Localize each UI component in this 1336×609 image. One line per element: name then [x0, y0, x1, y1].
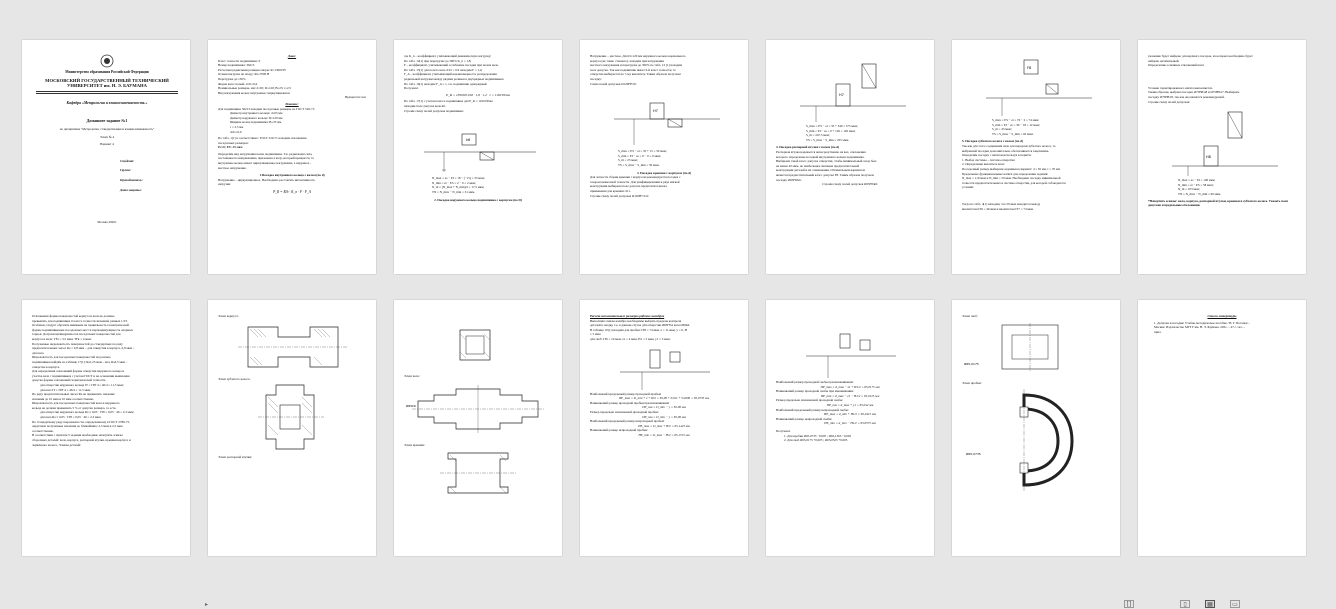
text-line: Выполним эскизы калибра необходимы выбрать пределы контроля	[590, 318, 682, 323]
university-name: МОСКОВСКИЙ ГОСУДАРСТВЕННЫЙ ТЕХНИЧЕСКИЙ УНИВЕРСИТЕТ им. Н. Э. БАУМАНА	[45, 77, 169, 89]
text-line: посадку:	[590, 76, 602, 81]
text-line: квалитетом IT6 = 46 мкм и квалитетом IT7 = 74 мкм.	[962, 206, 1034, 211]
text-line: Особенно следует обратить внимание на правильность геометрической	[32, 323, 129, 328]
calc-line: TN = N_max − N_min = 31 мкм.	[432, 189, 476, 194]
text-line: формы подшипниковых посадочных мест и перпендикулярность опорных	[32, 327, 133, 332]
text-line: В соответствии с пунктом 5 задания необходимо начертить эскизы	[32, 433, 123, 438]
text-line: соответственно.	[32, 428, 54, 433]
given-line: Номер подшипника: 36213	[218, 63, 255, 68]
ministry-name: Министерство образования Российской Федерации	[65, 70, 149, 74]
given-line: Вид нагружения колец: внутреннее: циркуляционное	[218, 90, 291, 95]
text-line: F – коэффициент, учитывающий ослабление посадки при полом вале.	[404, 63, 499, 68]
given-line: Класс точности подшипника: 0	[218, 58, 261, 63]
text-line: Нагружение – местное. Для D=120 мм наружного кольца нормального	[590, 54, 686, 58]
page-9-sketches	[208, 300, 376, 556]
calc-line: Наибольший предельный размер проходной пробки:	[590, 391, 662, 396]
text-line: Для определения отклонений формы отверстия наружного кольца и	[32, 369, 125, 374]
text-line: 1. Выбор системы – система отверстия	[962, 157, 1015, 162]
section-5-heading: 5. Посадка зубчатого колеса с валом (по d)	[962, 139, 1023, 144]
book-view-icon[interactable]: ▭	[1230, 600, 1240, 608]
text-line: Строим схему полей допусков подшипника:	[404, 108, 464, 113]
calc-line: N_min = ei − ES = 2 − 0 = 2 мкм;	[432, 180, 476, 185]
text-line: Определим посадку с натягом используя алгоритм:	[962, 153, 1032, 158]
teacher-label: Преподаватель:	[120, 177, 143, 182]
text-line: Для легкости сборки крышки с корпусом рекомендуется посадка с	[590, 175, 681, 180]
text-line: = 5 мкм	[590, 332, 601, 337]
page-6-calc	[952, 40, 1120, 274]
task-number: Эскиз № 4	[99, 134, 115, 139]
text-line: торцов. Допуски цилиндричности посадочных поверхностей для	[32, 332, 121, 337]
calc-line: S_max = ES − ei = 76 − 2 = 74 мкм;	[992, 118, 1040, 122]
calc-line: Наименьший размер проходной пробки при изнашивании:	[590, 400, 670, 405]
tolerance-scheme-diagram	[590, 89, 738, 149]
tolerance-scheme-diagram	[962, 54, 1110, 118]
course-name: по дисциплине "Метрология, стандартизация и взаимозаменяемость"	[59, 126, 155, 131]
bullet-line: для вала IT = IT8·4 = 46/4 = 11,5 мкм.	[40, 387, 91, 392]
text-line: Строим схему полей допусков Ø120H7/d11:	[590, 193, 650, 198]
text-line: F_A – коэффициент, учитывающий неравномерность распределения	[404, 72, 497, 77]
text-line: Получаем:	[404, 86, 419, 91]
text-line: значения до 10 мкм и 10 мкм соответственно.	[32, 396, 94, 401]
solution-bullet: d/d1=0,6	[230, 129, 242, 134]
calc-formula: НЕ_min = d_min − H1/2 = 65,0375 мм	[824, 421, 876, 426]
calc-line: Наименьший размер непроходной пробки:	[590, 428, 648, 433]
solution-line: Для подшипника 36213 находим посадочные размеры по ГОСТ 520-71:	[218, 106, 316, 111]
given-line: Перегрузка до 150%	[218, 76, 246, 81]
gost-line: Es=0; Ei=-15 мкм	[218, 145, 243, 150]
text-line: радиальной нагрузки между рядами роликов в двухрядных подшипниках.	[404, 76, 505, 81]
svg-text:H8: H8	[1206, 155, 1211, 160]
page-12-gauges	[766, 300, 934, 556]
reference-line: 1. Допуски и посадки: Учебно-методическое пособие / В. Г. Потапов –	[1154, 320, 1250, 325]
text-line: для вала.	[32, 350, 45, 355]
text-line: точности предпочтительных и системе отверстия, для которой соблюдаются	[962, 180, 1066, 185]
page-10-sketches	[394, 300, 562, 556]
calc-formula: ПР_изн = D_min − y = 65,06 мм	[642, 414, 686, 419]
variant-number: Вариант 4	[100, 142, 114, 147]
text-line: конструкции выбираем поле допуска предпочтительного	[590, 184, 668, 189]
text-line: отверстие в корпусе.	[32, 364, 61, 369]
solution-bullet: Ширина колец подшипника: B=23 мм	[230, 120, 282, 125]
svg-text:H7: H7	[653, 109, 658, 114]
gost-line: По табл. 1[1] в соответствии с ГОСТ 520-71 находим отклонения	[218, 136, 307, 141]
sketch-caption: Эскиз вала:	[404, 374, 420, 378]
dimension-label: Ø65k6	[406, 403, 416, 408]
svg-text:H7: H7	[839, 93, 844, 97]
text-line: Определение основных отклонений вала:	[1148, 63, 1205, 68]
section-1-line: Нагружение – циркуляционное. Необходимо рассчитать интенсивность	[218, 177, 315, 182]
result-line: 1. Для пробки Ø65,0735 −0,005 ; Ø65,1365 −0,005	[784, 433, 852, 438]
page-5-calc	[766, 40, 934, 274]
text-line: корпуса (не тонко стенного), находим при нагружении	[590, 58, 664, 63]
text-line: Распорная втулка надевается непосредственно на вал, отклонения	[776, 149, 866, 154]
text-line: посадку Ø65F8/k6.	[776, 177, 802, 182]
calc-formula: ПР_max = d_max − z1 + H1/2 = 65,0175 мм	[820, 384, 880, 389]
text-line: сборочных деталей: вала, корпуса, распорной втулки, крышки корпуса и	[32, 438, 131, 443]
sketch-note: *Начертить эскизы: вала, корпуса, распорной втулки, крышки и зубчатого колеса. Указать поля допусков и предельные отклонения.	[1148, 198, 1289, 208]
calc-line: Наибольший предельный размер непроходной скобы:	[776, 407, 849, 412]
solution-bullet: Диаметр наружного кольца: D=120 мм	[230, 115, 283, 120]
text-line: По табл. 16[1] находим F_A = 1, т.к. подшипник однорядный.	[404, 81, 488, 86]
date-label: Дата защиты:	[120, 187, 142, 192]
calc-line: S_m = 247,5 мкм;	[806, 133, 830, 138]
text-line: конструкции деталей и их совмещения. Оптимальным вариантом	[776, 168, 865, 173]
page-13-gauge-sketches	[952, 300, 1120, 556]
calc-line: S_max = ES − ei = 35 + 15 = 50 мкм;	[618, 149, 667, 154]
calc-line: TS = S_max − S_min = 50 мкм.	[618, 162, 660, 167]
svg-text:F8: F8	[1027, 66, 1032, 70]
dimension-label: Ø65,0735	[966, 452, 981, 457]
tolerance-scheme-diagram	[1148, 106, 1296, 178]
sketch-caption: Эскиз крышки:	[404, 442, 425, 447]
text-line: посадку Ø75H8/s8, так как она является рекомендуемой.	[1148, 94, 1225, 99]
student-label: Студент:	[120, 158, 135, 163]
section-2-heading: 2. Посадка наружного кольца подшипника с корпусом (по D)	[434, 197, 522, 202]
calc-formula: НЕ_min = D_max − H/2 = 65,1315 мм	[638, 432, 690, 437]
city-year: Москва 2020г.	[97, 220, 117, 225]
calc-line: N_m = 103 мкм;	[1178, 187, 1200, 192]
shaft-sketch-drawing	[404, 379, 552, 439]
calc-line: N_max = es − EI = 18 − (−15) = 33 мкм;	[432, 176, 485, 181]
section-4-heading: 4. Посадка распорной втулки с валом (по d)	[776, 145, 840, 150]
sketch-caption: Эскиз пробки:	[962, 380, 982, 385]
text-line: для скоб: IT6 = 19 мкм, z1 = 4 мкм, H1 = 5 мкм, y1 = 3 мкм.	[590, 336, 671, 341]
result-label: Получаем:	[776, 428, 791, 433]
calc-line: S_m = 25 мкм;	[618, 158, 638, 163]
text-line: Отклонения формы поверхностей корпуса и вала не должны	[32, 314, 115, 318]
text-line: зазором невысокой точности. Для унифицирования и ряда мягкой	[590, 179, 680, 184]
text-line: отверстие выбирается по 7-му квалитету. Таким образом получаем	[590, 72, 681, 77]
formula-result: P_R = 13000/0,018 · 1,8 · 1,4 · 1 = 1160 Н/мм	[446, 92, 510, 97]
text-line: Шероховатость для посадочных поверхностей вала и наружного	[32, 401, 120, 406]
sketch-caption: Эскиз корпуса:	[218, 314, 239, 318]
text-line: Строим схему полей допусков:	[1148, 99, 1190, 104]
gear-wheel-sketch-drawing	[218, 381, 366, 453]
text-line: Схема полей допусков Ø120H7/l0:	[590, 81, 637, 86]
given-line: Вращается: вал	[345, 95, 366, 100]
calc-line: N_max = es − EI = 148 мкм;	[1178, 178, 1216, 183]
housing-sketch-drawing	[218, 319, 366, 375]
text-line: округляем полученные значения до ближайших: 2,5 мкм и 2,5 мкм	[32, 424, 123, 429]
calc-line: S_max = ES − ei = 35 + 340 = 375 мкм;	[806, 124, 858, 128]
text-line: Тогда по табл. 4[1] находим, что 50 мкм находится между	[962, 201, 1041, 206]
calc-line: N_m = (N_max + N_min)/2 = 17,5 мкм;	[432, 185, 485, 190]
text-line: Таким образом, выбрана посадка Ø75H8/u8 и Ø75H8/s7. Выбираем	[1148, 90, 1240, 95]
sketch-caption: Эскиз распорной втулки:	[218, 455, 252, 460]
text-line: По табл. 15[1] для полого вала d/d1 = 0,6 находим F = 1,4;	[404, 67, 483, 72]
page-3-calc	[394, 40, 562, 274]
group-label: Группа:	[120, 168, 132, 173]
text-line: В таблице 10[1] находим для пробки: IT8 = 74 мкм, z = 11 мкм, y = 0, H	[590, 327, 687, 332]
calc-line: TS = S_max − S_min = 62 мкм.	[992, 131, 1034, 136]
text-line: превышать для подшипника 0 класса точности значений, равных 1/2Т.	[32, 318, 128, 323]
single-page-view-icon[interactable]: ▯	[1180, 600, 1190, 608]
calc-formula: ПР_изн = D_min − y = 65,06 мм	[642, 405, 686, 410]
text-line: По ряду предпочтительных чисел Ra не превышать значение	[32, 392, 115, 397]
text-line: указанию будет найдено для верхнего посадок, из которых необходимо будет	[1148, 54, 1253, 58]
calc-line: TN = N_max − N_min = 90 мкм.	[1178, 191, 1222, 196]
text-line: Условие гарантированного натяга выполняется.	[1148, 85, 1213, 90]
sketch-caption: Эскиз зубчатого колеса:	[218, 376, 251, 381]
text-line: не менее 20 мкм, но наибольшее значение предпочтительной	[776, 163, 860, 168]
calc-line: Размер предельно изношенной проходной скобы:	[776, 398, 843, 403]
given-line: Осевая нагрузка на опору: Ra=7000 Н	[218, 72, 270, 77]
given-heading: Дано:	[287, 54, 297, 58]
text-line: условия:	[962, 185, 974, 190]
formula-load-intensity: P_R = R/b · K_n · F · F_A	[273, 190, 311, 195]
multi-page-view-icon[interactable]: ▦	[1205, 600, 1215, 608]
bmstu-emblem-icon	[100, 54, 114, 68]
text-line: 2. Определение квалитета вала:	[962, 162, 1005, 167]
bullet-line: для отверстия наружного кольца Ra ≤ 0,05 · IT8 = 0,05 · 46 = 2,3 мкм;	[40, 410, 135, 415]
section-1-heading: 1.Посадка внутреннего кольца с валом (по d)	[259, 173, 325, 178]
text-line: местного нагружения и перегрузке до 300% по табл. 12 [1] находим	[590, 63, 682, 68]
gauges-heading: Расчет исполнительных размеров рабочих калибров	[590, 314, 665, 318]
snap-gauge-sketch-drawing	[962, 319, 1110, 379]
calc-line: S_m = 43 мкм;	[992, 127, 1012, 132]
gost-line: посадочных размеров:	[218, 140, 249, 145]
dimension-label: Ø65,0175	[964, 361, 979, 366]
calc-line: S_min = EI − es = 30 − 18 = 12 мкм;	[992, 122, 1040, 127]
fit-page-icon[interactable]: []	[1124, 600, 1134, 608]
calc-line: Размер предельно изношенной проходной пробки:	[590, 409, 659, 414]
text-line: Шероховатость для посадочных поверхностей под кольца	[32, 355, 111, 360]
text-line: участка вала с подшипником с учетом ГОСТ и на основании выявления	[32, 373, 130, 378]
text-line: червячного колеса. Эскизы деталей:	[32, 442, 82, 447]
sketch-caption: Эскиз скоб:	[962, 314, 978, 318]
gost-line: местное нагружение.	[218, 165, 247, 170]
section-3-heading: 3. Посадка крышки с корпусом (по d)	[636, 170, 692, 175]
text-line: Строим схему полей допусков Ø65F8/k6:	[822, 182, 878, 187]
department-name: Кафедра «Метрология и взаимозаменяемость »	[66, 100, 148, 105]
calc-line: S_min = EI − es = 0 + 120 = 120 мкм;	[806, 128, 856, 133]
calc-line: S_min = EI − es = 0 − 0 = 0 мкм;	[618, 153, 661, 158]
text-line: которого определены посадкой внутреннего кольца подшипника.	[776, 154, 865, 159]
text-line: По табл. 17[1] с учетом класса подшипника для P_R = 1160 Н/мм	[404, 99, 493, 104]
gost-line: внутреннее кольцо имеет циркуляционное нагружение, а наружное -	[218, 161, 312, 166]
text-line: кольца не должна превышать 5 % от допуска размера, то есть:	[32, 405, 117, 410]
page-14-references	[1138, 300, 1306, 556]
solution-heading: Решение:	[285, 101, 299, 106]
text-line: По стандартному ряду шероховатости, определенному в ГОСТ 2789-73,	[32, 419, 130, 424]
calc-formula: ПР_min = d_max − z1 − H1/2 = 65,0125 мм	[820, 393, 880, 398]
gauge-tolerance-diagram	[590, 342, 738, 392]
text-line: применения для крышки: d11.	[590, 188, 631, 193]
solution-bullet: r = 2,5 мм	[230, 124, 244, 129]
calc-line: Наибольший размер проходной скобы при изнашивании:	[776, 380, 854, 384]
section-1-line: нагрузки:	[218, 182, 231, 187]
calc-formula: ПР_изн = d_max + y1 = 65,042 мм	[826, 402, 874, 407]
page-8-text	[22, 300, 190, 556]
bullet-line: для отверстия наружного кольца IT = IT8·4 = 46/4 = 11,5 мкм;	[40, 382, 124, 387]
svg-text:k6: k6	[466, 138, 471, 143]
text-line: является предпочтительный класс допуска F8. Таким образом получаем	[776, 172, 874, 177]
text-line: найдено оптимальный.	[1148, 58, 1180, 63]
page-11-gauges	[580, 300, 748, 556]
reference-line: Москва: Издательство МГТУ им. Н. Э. Баумана, 2021. – 47 с.: ил. –	[1154, 325, 1246, 330]
text-line: находим поле допуска вала k6.	[404, 103, 446, 108]
cover-sketch-drawing	[404, 447, 552, 499]
calc-line: Наименьший размер проходной скобы при изнашивании:	[776, 389, 854, 394]
text-line: По табл. 14[1] при перегрузке до 300% K_n = 1,8;	[404, 58, 472, 63]
text-line: где K_n – коэффициент, учитывающий динамическую нагрузку;	[404, 54, 492, 58]
reference-line: прил.	[1154, 329, 1162, 334]
gost-line: Определим вид нагружения колец подшипника. Т.к. радиальная сила,	[218, 151, 313, 156]
given-line: Номинальные размеры, мм: d=65; D=120; B=23; r=2,5	[218, 86, 291, 91]
page-7-calc	[1138, 40, 1306, 274]
tolerance-scheme-diagram	[776, 54, 924, 124]
text-line: Посадочный размер выбираем заданным в вариант: d = 65 мм, l = 70 мм	[962, 166, 1060, 171]
page-4-calc	[580, 40, 748, 274]
given-line: Расчетная радиальная реакция опоры: R=13000 Н	[218, 67, 286, 72]
calc-line: TS = S_max − S_min = 255 мкм.	[806, 137, 850, 142]
page-1-title	[22, 40, 190, 274]
text-line: деталей в сводку, т.е. в данном случае для отверстия Ø65F8 и вала Ø65k6.	[590, 323, 691, 328]
tolerance-scheme-diagram	[404, 116, 552, 176]
text-line: допуска формы отклонений геометрической точности.	[32, 378, 107, 383]
given-line: Форма вала: полый, d/d1=0,6	[218, 81, 258, 86]
text-line: выбранной посадки дополнительно обеспечивается зацепление.	[962, 148, 1050, 153]
text-line: Предельные функциональные натяги для определения задания:	[962, 171, 1049, 176]
bullet-line: для вала Ra ≤ 0,05 · IT8 = 0,05 · 46 = 2,3 мкм.	[40, 415, 102, 420]
text-line: N_max = 110 мкм и N_min = 50 мкм. Необходимо посадку минимальной	[962, 176, 1061, 181]
text-line: Выбираем такой класс допуска отверстия, чтобы минимальный зазор был	[776, 159, 877, 164]
text-line: поле допуска. Так как подшипник имеет 0-й класс точности, то	[590, 67, 676, 72]
page-indicator-icon: ▸	[205, 601, 209, 608]
page-2-given	[208, 40, 376, 274]
spacer-sleeve-sketch-drawing	[404, 322, 552, 368]
gauge-tolerance-diagram	[776, 320, 924, 380]
calc-line: Наибольший предельный размер непроходной пробки:	[590, 419, 665, 424]
calc-line: N_min = ei − ES = 58 мкм;	[1178, 182, 1214, 187]
solution-bullet: Диаметр внутреннего кольца: d=65 мм	[230, 111, 283, 116]
status-bar	[0, 597, 1336, 609]
text-line: Так как для этого соединения сила для передачи зубчатого колеса, то	[962, 143, 1056, 148]
plug-gauge-sketch-drawing	[962, 385, 1110, 495]
calc-line: Наименьший размер непроходной скобы:	[776, 416, 833, 421]
result-line: 2. Для скоб Ø65,0175 +0,005 ; Ø65,0525 +0,005	[784, 438, 848, 443]
references-heading: Список литературы	[1207, 314, 1237, 318]
text-line: Получаемые шероховатость поверхностей до стандартных по ряду	[32, 341, 123, 346]
homework-title: Домашнее задание №1	[86, 119, 128, 124]
text-line: подшипников найдём по таблице 17[1]: Ra1,25 мкм – вал, Ra2,5 мкм –	[32, 359, 128, 364]
text-line: предпочтительных чисел Ra = 0,8 мкм – для отверстия в корпусе, 0,8 мкм –	[32, 346, 135, 351]
calc-formula: ПР_max = D_min + z + H/2 = 65,06 + 0,011 + 5/2000 = 65,0735 мм	[618, 396, 710, 401]
gost-line: постоянная по направлению, приложена к валу, который вращается, то	[218, 156, 315, 161]
calc-formula: НЕ_max = d_min + H1/2 = 65,0415 мм	[824, 412, 876, 417]
text-line: корпуса и вала: TFa = 3,5 мкм; TFk = 4 мкм.	[32, 336, 92, 341]
calc-formula: НЕ_max = D_max + H/2 = 65,1425 мм	[638, 423, 690, 428]
